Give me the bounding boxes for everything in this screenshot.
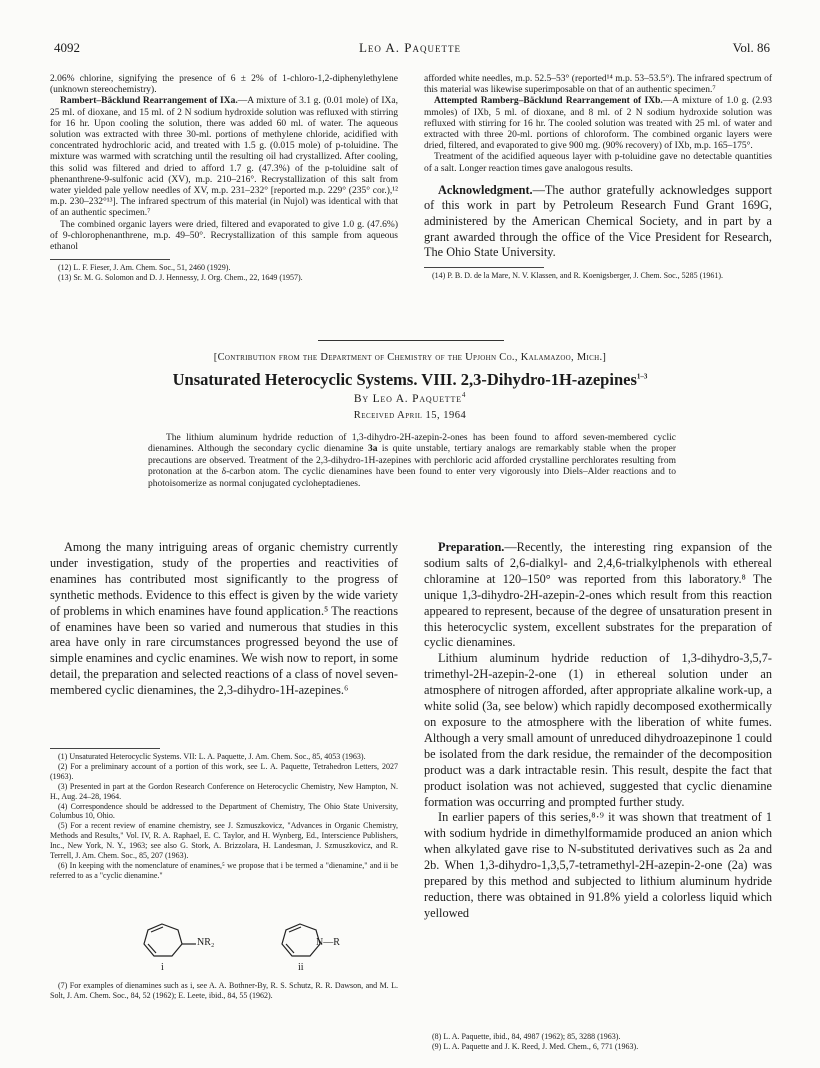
structure-figures [50, 918, 398, 976]
structure-ii-label: ii [298, 962, 304, 973]
compound-ref: 3a [367, 444, 378, 455]
footnote-rule [50, 259, 170, 260]
body-left-column [50, 540, 398, 699]
footnote: (4) Correspondence should be addressed to the Department of Chemistry, The Ohio State University, Columbus 10, Ohio. [50, 801, 398, 821]
structure-ii [282, 924, 320, 956]
footnote: (12) L. F. Fieser, J. Am. Chem. Soc., 51, 2460 (1929). [58, 263, 231, 273]
footnote: (3) Presented in part at the Gordon Research Conference on Heterocyclic Chemistry, New Hampton, N. H., Aug. 24–28, 1964. [50, 781, 398, 801]
article-divider [318, 340, 504, 341]
structure-i-substituent: NR₂ [197, 937, 215, 948]
structure-ii-substituent: N—R [316, 937, 340, 948]
abstract [148, 433, 676, 490]
paragraph: afforded white needles, m.p. 52.5–53° (reported¹⁴ m.p. 53–53.5°). The infrared spectrum of this material was likewise superimposable on that of an authentic specimen.⁷ [424, 74, 772, 96]
acknowledgment [424, 183, 772, 261]
paragraph: The combined organic layers were dried, filtered and evaporated to give 1.0 g. (47.6%) of 9-chlorophenanthrene, m.p. 49–50°. Recrystallization of this sample from aqueous ethanol [50, 219, 398, 253]
footnote: (6) In keeping with the nomenclature of enamines,⁵ we propose that i be termed a "dienamine," and ii be referred to as a "cyclic dienamine." [50, 860, 398, 880]
paragraph-text: —Recently, the interesting ring expansion of the sodium salts of 2,6-dialkyl- and 2,4,6-trialkylphenols with ethereal chloramine at 120–150° was reported from this laboratory.⁸ The unique 1,3-dihydro-2H-azepin-2-ones which result from this reaction appeared to represent, because of the degree of unsaturation present in this heterocyclic system, excellent substrates for the preparation of cyclic dienamines. [424, 540, 772, 650]
footnotes [424, 1032, 772, 1052]
footnote-rule [50, 748, 160, 749]
paragraph [424, 96, 772, 152]
acknowledgment-text: —The author gratefully acknowledges support of this work in part by Petroleum Research Fund Grant 169G, administered by the American Chemical Society, and in part by a grant awarded through the office of the Vice President for Research, The Ohio State University. [424, 182, 772, 260]
section-heading: Preparation. [438, 540, 505, 554]
footnote: (13) Sr. M. G. Solomon and D. J. Hennessy, J. Org. Chem., 22, 1649 (1957). [58, 273, 303, 283]
footnotes [50, 259, 398, 283]
paragraph [424, 540, 772, 651]
title-footnote-ref: 1–3 [636, 372, 648, 381]
byline [0, 393, 820, 405]
structure-drawing [50, 918, 398, 976]
article-title [0, 370, 820, 390]
section-heading: Attempted Ramberg–Bäcklund Rearrangement of IXb. [434, 96, 663, 107]
footnote: (5) For a recent review of enamine chemistry, see J. Szmuszkovicz, "Advances in Organic Chemistry, Methods and Results," Vol. IV, R. A. Raphael, E. C. Taylor, and H. Wynberg, Ed., Interscience Publishers, Inc., New York, N. Y., 1963; see also G. Stork, A. Brizzolara, H. Landesman, J. Szmuszkovicz, and R. Terrell, J. Am. Chem. Soc., 85, 207 (1963). [50, 821, 398, 861]
paragraph: In earlier papers of this series,⁸·⁹ it was shown that treatment of 1 with sodium hydride in dimethylformamide produced an anion which when alkylated gave rise to N-substituted derivatives such as 2a and 2b. When 1,3-dihydro-1,3,5,7-tetramethyl-2H-azepin-2-one (2a) was prepared by this method and subjected to lithium aluminum hydride reduction, there was obtained in 91.8% yield a colorless liquid which yellowed [424, 810, 772, 920]
volume-label: Vol. 86 [732, 40, 770, 55]
author: By Leo A. Paquette [353, 393, 462, 405]
body-right-column [424, 540, 772, 922]
footnote: (1) Unsaturated Heterocyclic Systems. VII: L. A. Paquette, J. Am. Chem. Soc., 85, 4053 (1963). [58, 752, 366, 761]
footnote: (8) L. A. Paquette, ibid., 84, 4987 (1962); 85, 3288 (1963). [432, 1032, 621, 1041]
footnote-rule [424, 267, 544, 268]
footnote: (14) P. B. D. de la Mare, N. V. Klassen, and R. Koenigsberger, J. Chem. Soc., 5285 (1961). [432, 270, 723, 280]
footnotes [424, 267, 772, 281]
footnote: (2) For a preliminary account of a portion of this work, see L. A. Paquette, Tetrahedron Letters, 2027 (1963). [50, 761, 398, 781]
double-bond [148, 944, 156, 953]
acknowledgment-heading: Acknowledgment. [438, 182, 533, 197]
paragraph: Lithium aluminum hydride reduction of 1,3-dihydro-3,5,7-trimethyl-2H-azepin-2-one (1) in ethereal solution under an atmosphere of nitrogen afforded, after appropriate alkaline work-up, a white solid (3a, see below) which rapidly decomposed exothermically on exposure to the atmosphere with the liberation of white fumes. Although a very small amount of unreduced dihydroazepinone 1 could be isolated from the dark residue, the remainder of the decomposition product was a dark intractable resin. This result, despite the fact that product isolation was not achieved, suggested that cyclic dienamine formation was occurring and prompted further study. [424, 651, 772, 809]
running-title: Leo A. Paquette [358, 40, 462, 55]
section-heading: Rambert–Bäcklund Rearrangement of IXa. [60, 96, 238, 107]
abstract-text: The lithium aluminum hydride reduction of 1,3-dihydro-2H-azepin-2-ones has been found to afford seven-membered cyclic dienamines. Although the secondary cyclic dienamine [148, 433, 676, 455]
structure-i [144, 924, 196, 956]
paragraph [50, 96, 398, 219]
paragraph-text: —A mixture of 1.0 g. (2.93 mmoles) of IXb, 5 ml. of dioxane, and 8 ml. of 2 N sodium hydroxide solution was refluxed with stirring for 16 hr. The cooled solution was treated with 25 ml. of water and extracted with three 20-ml. portions of chloroform. The combined organic layers were dried, filtered, and evaporated to give 900 mg. (90% recovery) of IXb, m.p. 165–175°. [424, 96, 772, 152]
footnote: (7) For examples of dienamines such as i, see A. A. Bothner-By, R. S. Schutz, R. R. Dawson, and M. L. Solt, J. Am. Chem. Soc., 84, 52 (1962); E. Leete, ibid., 84, 55 (1962). [50, 981, 398, 1000]
double-bond [286, 944, 294, 953]
abstract-text: is quite unstable, tertiary analogs are remarkably stable when the proper precautions are observed. Treatment of the 2,3-dihydro-1H-azepines with perchloric acid afforded crystalline perchlorates resulting from protonation at the δ-carbon atom. The cyclic dienamines have been found to enter very vigorously into Diels–Alder reactions and to photoisomerize as normal conjugated cycloheptadienes. [148, 444, 676, 489]
article-title-text: Unsaturated Heterocyclic Systems. VIII. 2,3-Dihydro-1H-azepines [172, 370, 637, 389]
ring-i [144, 924, 182, 956]
received-date: Received April 15, 1964 [353, 410, 467, 421]
page-number: 4092 [54, 40, 80, 55]
previous-article-right-column [424, 74, 772, 281]
author-footnote-ref: 4 [461, 391, 467, 400]
previous-article-left-column [50, 74, 398, 283]
paragraph: Among the many intriguing areas of organic chemistry currently under investigation, study of the properties and reactivities of enamines has contributed most significantly to the progress of synthetic methods. Evidence to this effect is given by the wide variety of problems in which enamines have found application.⁵ The reactions of enamines have been so varied and numerous that studies in this area have only in rare circumstances progressed beyond the use of simple enamines and cyclic enamines. We wish now to report, in some detail, the preparation and selected reactions of a class of novel seven-membered cyclic dienamines, the 2,3-dihydro-1H-azepines.⁶ [50, 540, 398, 698]
footnotes [50, 981, 398, 1001]
footnotes [50, 744, 398, 881]
paragraph: Treatment of the acidified aqueous layer with p-toluidine gave no detectable quantities of a salt. Longer reaction times gave analogous results. [424, 152, 772, 174]
contribution-line: [Contribution from the Department of Chemistry of the Upjohn Co., Kalamazoo, Mich.] [213, 352, 607, 363]
structure-i-label: i [161, 962, 164, 973]
paragraph: 2.06% chlorine, signifying the presence of 6 ± 2% of 1-chloro-1,2-diphenylethylene (unknown stereochemistry). [50, 74, 398, 96]
paragraph-text: —A mixture of 3.1 g. (0.01 mole) of IXa, 25 ml. of dioxane, and 15 ml. of 2 N sodium hydroxide solution was refluxed with stirring for 16 hr. Upon cooling the solution, there was added 60 ml. of water. The aqueous solution was extracted with three 30-ml. portions of methylene chloride, acidified with concentrated hydrochloric acid, and treated with 1.5 g. (0.015 mole) of p-toluidine. The mixture was warmed with scratching until the resulting oil had crystallized. After cooling, this solid was filtered and dried to afford 1.7 g. (47.3%) of the p-toluidine salt of phenanthrene-9-sulfonic acid (XV), m.p. 210–216°. Recrystallization of this salt from water yielded pale yellow needles of XV, m.p. 231–232° [reported m.p. 229° (235° cor.),¹² m.p. 230–232°¹³]. The infrared spectrum of this material (in Nujol) was identical with that of an authentic specimen.⁷ [50, 96, 398, 219]
ring-ii [282, 924, 320, 956]
footnote: (9) L. A. Paquette and J. K. Reed, J. Med. Chem., 6, 771 (1963). [432, 1041, 639, 1051]
